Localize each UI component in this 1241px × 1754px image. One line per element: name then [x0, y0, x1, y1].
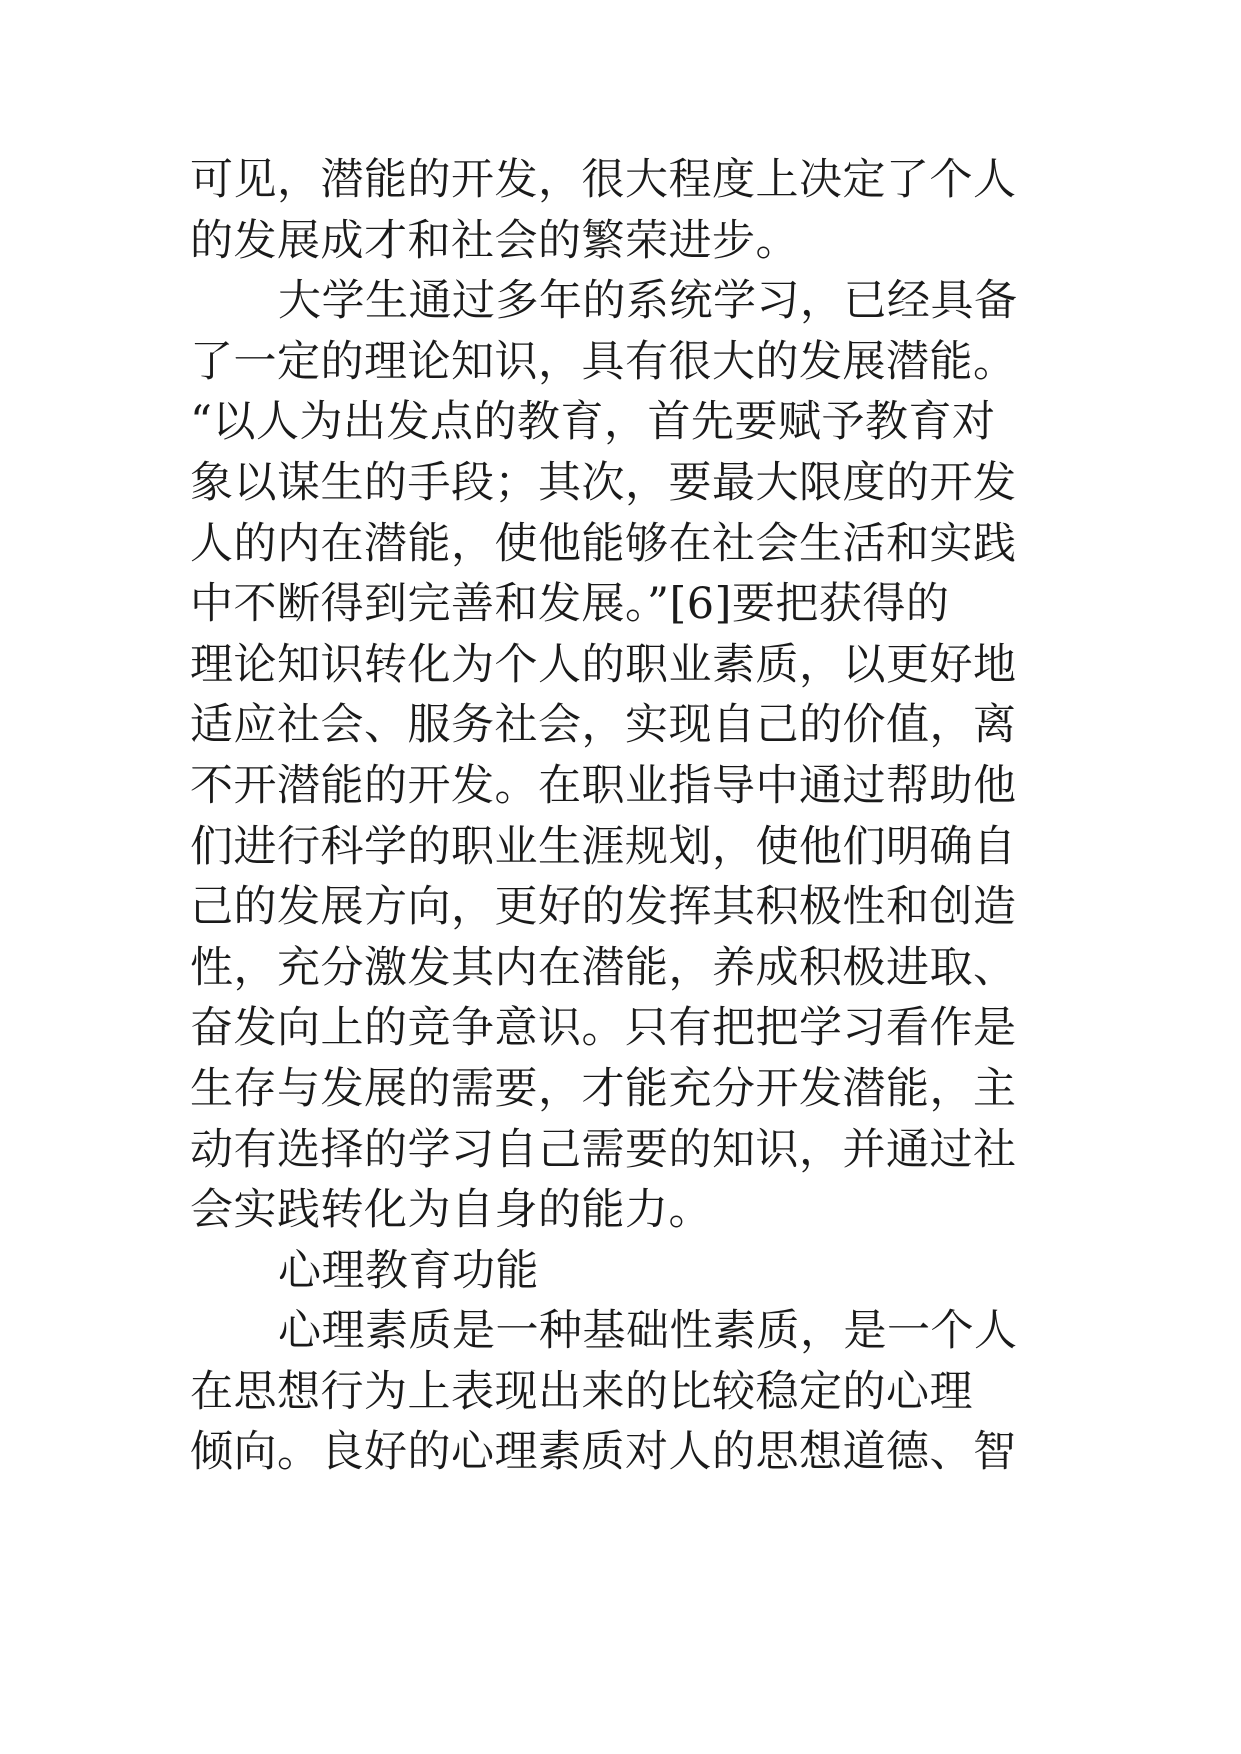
- text-line: 动有选择的学习自己需要的知识，并通过社: [190, 1124, 1017, 1175]
- text-line: 可见，潜能的开发，很大程度上决定了个人: [190, 155, 1017, 205]
- text-line: 的发展成才和社会的繁荣进步。: [190, 215, 799, 266]
- text-line: 会实践转化为自身的能力。: [190, 1185, 712, 1236]
- text-line: “以人为出发点的教育，首先要赋予教育对: [190, 397, 996, 448]
- text-line: 性，充分激发其内在潜能，养成积极进取、: [190, 942, 1017, 993]
- paragraph-start-line: 大学生通过多年的系统学习，已经具备: [278, 276, 1018, 327]
- text-line: 生存与发展的需要，才能充分开发潜能，主: [190, 1063, 1017, 1114]
- text-line: 在思想行为上表现出来的比较稳定的心理: [190, 1366, 973, 1417]
- text-line: 象以谋生的手段；其次，要最大限度的开发: [190, 457, 1017, 508]
- text-line: 适应社会、服务社会，实现自己的价值，离: [190, 700, 1017, 751]
- text-line: 了一定的理论知识，具有很大的发展潜能。: [190, 336, 1017, 387]
- text-line: 奋发向上的竞争意识。只有把把学习看作是: [190, 1003, 1017, 1054]
- text-line: 己的发展方向，更好的发挥其积极性和创造: [190, 882, 1017, 933]
- text-line: 不开潜能的开发。在职业指导中通过帮助他: [190, 760, 1017, 811]
- text-line: 倾向。良好的心理素质对人的思想道德、智: [190, 1427, 1017, 1478]
- text-line: 们进行科学的职业生涯规划，使他们明确自: [190, 821, 1017, 872]
- section-heading: 心理教育功能: [278, 1245, 539, 1296]
- text-line: 人的内在潜能，使他能够在社会生活和实践: [190, 518, 1017, 569]
- text-line: 中不断得到完善和发展。”[6]要把获得的: [190, 579, 950, 630]
- paragraph-start-line: 心理素质是一种基础性素质，是一个人: [278, 1306, 1018, 1357]
- body-text: [190, 150, 1090, 1483]
- text-line: 理论知识转化为个人的职业素质，以更好地: [190, 639, 1017, 690]
